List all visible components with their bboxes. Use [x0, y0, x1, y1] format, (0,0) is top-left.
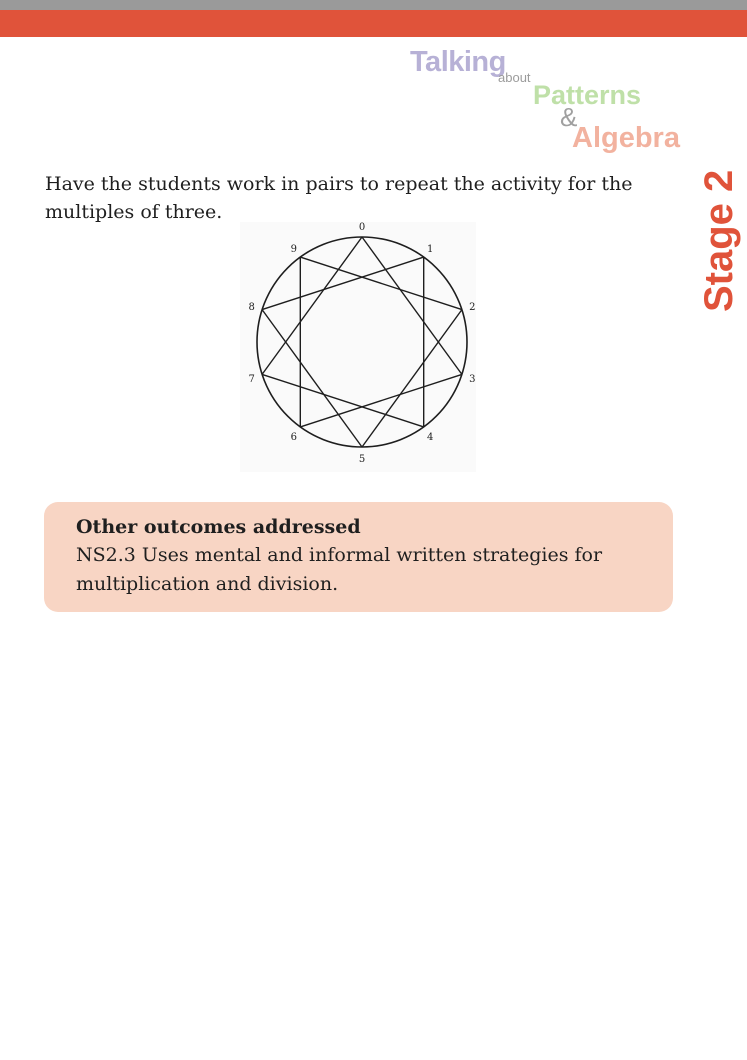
multiples-of-three-star [240, 222, 476, 472]
callout-body: NS2.3 Uses mental and informal written strategies for multiplication and division. [76, 544, 603, 595]
star-line-3-to-6 [300, 374, 462, 427]
logo-word-patterns: Patterns [533, 80, 642, 110]
intro-paragraph: Have the students work in pairs to repeat the activity for the multiples of three. [45, 173, 633, 223]
point-label-0: 0 [358, 222, 366, 233]
star-line-8-to-1 [262, 257, 424, 310]
header-band [0, 10, 747, 37]
logo-word-talking: Talking [410, 46, 506, 78]
outcomes-callout [44, 502, 673, 612]
number-circle [257, 237, 467, 447]
point-labels [249, 222, 476, 465]
point-label-8: 8 [248, 302, 255, 314]
point-label-1: 1 [427, 244, 434, 256]
star-line-2-to-5 [362, 310, 462, 447]
top-gray-strip [0, 0, 747, 10]
multiples-diagram [240, 222, 476, 472]
star-line-4-to-7 [262, 374, 424, 427]
point-label-6: 6 [290, 431, 297, 443]
logo-word-algebra: Algebra [572, 122, 680, 154]
star-line-9-to-2 [300, 257, 462, 310]
series-logo [400, 42, 690, 162]
star-line-0-to-3 [362, 237, 462, 374]
logo-word-about: about [498, 70, 531, 85]
star-lines [262, 237, 462, 447]
callout-title: Other outcomes addressed [76, 516, 361, 538]
star-line-5-to-8 [262, 310, 362, 447]
stage-label: Stage 2 [697, 169, 741, 312]
star-line-7-to-0 [262, 237, 362, 374]
point-label-4: 4 [427, 431, 434, 443]
point-label-2: 2 [469, 302, 476, 314]
point-label-3: 3 [469, 373, 476, 385]
point-label-7: 7 [248, 373, 255, 385]
point-label-9: 9 [290, 244, 297, 256]
logo-ampersand: & [560, 102, 578, 132]
point-label-5: 5 [358, 454, 366, 465]
